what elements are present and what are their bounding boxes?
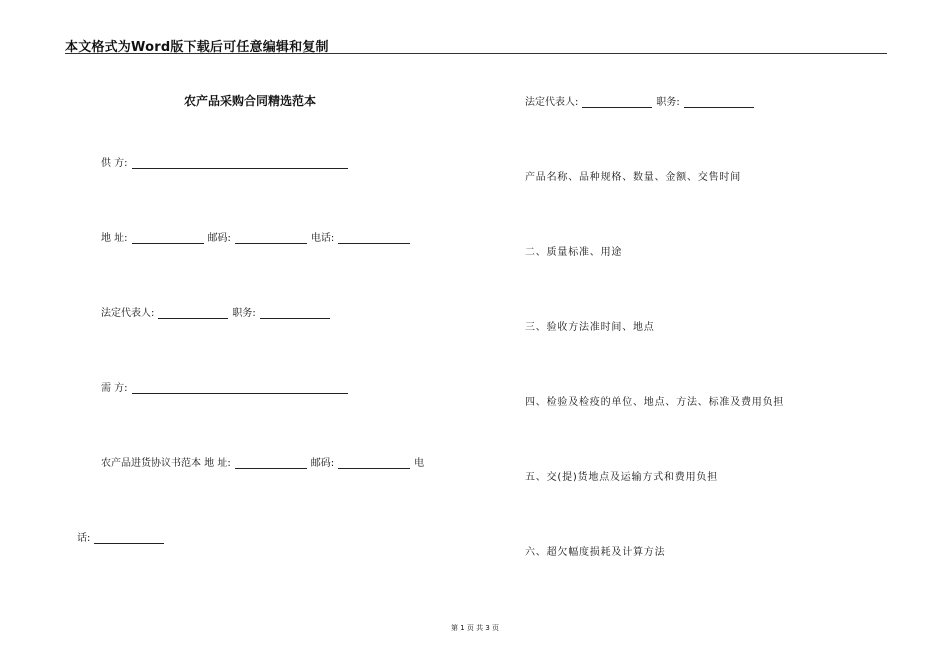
buyer-address-line (101, 454, 424, 469)
phone-blank (338, 232, 410, 244)
supplier-blank (132, 157, 348, 169)
buyer-postcode-blank (338, 457, 410, 469)
buyer-label: 需 方: (101, 383, 128, 394)
page-number: 第 1 页 共 3 页 (450, 624, 500, 632)
supplier-legal-rep-line (101, 304, 334, 319)
buyer-address-label: 农产品进货协议书范本 地 址: (101, 458, 231, 469)
supplier-line (101, 154, 352, 169)
postcode-blank (235, 232, 307, 244)
position-blank (260, 307, 330, 319)
clause-item: 六、超欠幅度损耗及计算方法 (525, 547, 666, 558)
supplier-label: 供 方: (101, 158, 128, 169)
address-label: 地 址: (101, 233, 128, 244)
clause-item: 产品名称、品种规格、数量、金额、交售时间 (525, 172, 741, 183)
page-header (65, 36, 887, 54)
supplier-address-line (101, 229, 414, 244)
clause-item: 二、质量标准、用途 (525, 247, 623, 258)
buyer-phone-label-end: 话: (77, 533, 91, 544)
buyer-blank (132, 382, 348, 394)
right-legal-rep-blank (582, 96, 652, 108)
clause-item: 三、验收方法准时间、地点 (525, 322, 655, 333)
right-legal-rep-label: 法定代表人: (525, 97, 579, 108)
right-position-label: 职务: (656, 97, 680, 108)
header-text: 本文格式为Word版下载后可任意编辑和复制 (65, 40, 329, 55)
address-blank (132, 232, 204, 244)
right-position-blank (684, 96, 754, 108)
legal-rep-label: 法定代表人: (101, 308, 155, 319)
buyer-line (101, 379, 352, 394)
buyer-postcode-label: 邮码: (310, 458, 335, 469)
legal-rep-blank (158, 307, 228, 319)
document-title: 农产品采购合同精选范本 (184, 94, 317, 108)
buyer-phone-label-start: 电 (414, 458, 425, 469)
clause-item: 五、交(提)货地点及运输方式和费用负担 (525, 472, 719, 483)
postcode-label: 邮码: (207, 233, 231, 244)
buyer-legal-rep-line (525, 93, 758, 108)
position-label: 职务: (232, 308, 256, 319)
buyer-phone-blank (94, 532, 164, 544)
buyer-address-blank (235, 457, 307, 469)
clause-item: 四、检验及检疫的单位、地点、方法、标准及费用负担 (525, 397, 785, 408)
buyer-phone-line (77, 529, 168, 544)
phone-label: 电话: (310, 233, 335, 244)
